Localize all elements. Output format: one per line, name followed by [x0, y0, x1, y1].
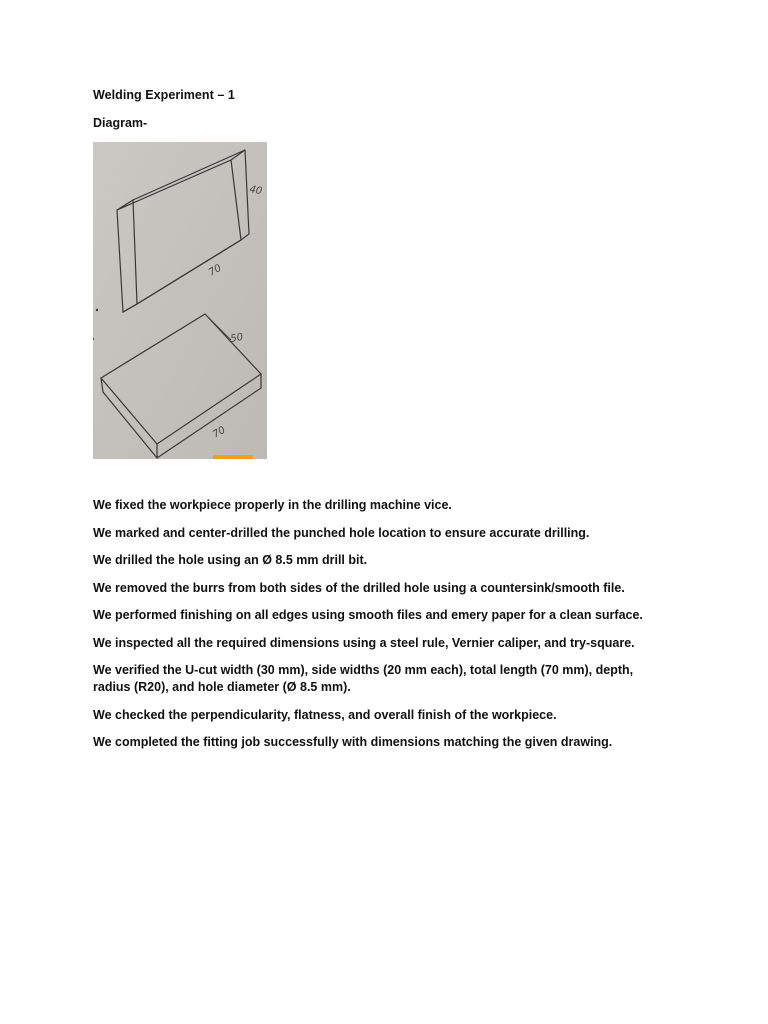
step-item: We drilled the hole using an Ø 8.5 mm drill bit. [93, 553, 368, 567]
step-item: We verified the U-cut width (30 mm), side widths (20 mm each), total length (70 mm), depth, radius (R20), and hole diameter (Ø 8.5 mm). [93, 663, 634, 694]
document-title: Welding Experiment – 1 [93, 88, 235, 102]
step-item: We inspected all the required dimensions using a steel rule, Vernier caliper, and try-square. [93, 635, 635, 650]
orange-mark [213, 455, 253, 459]
dim-label-40: 40 [248, 184, 263, 198]
step-item: We fixed the workpiece properly in the drilling machine vice. [93, 498, 452, 512]
step-item: We marked and center-drilled the punched hole location to ensure accurate drilling. [93, 525, 590, 540]
sketch-image [93, 142, 267, 459]
step-item: We removed the burrs from both sides of the drilled hole using a countersink/smooth file. [93, 580, 625, 595]
dim-label-70-lower: 70 [211, 424, 228, 441]
diagram-photo [93, 142, 267, 459]
diagram-heading: Diagram- [93, 116, 148, 130]
step-item: We completed the fitting job successfully with dimensions matching the given drawing. [93, 735, 613, 749]
dim-label-50: 50 [229, 331, 245, 345]
procedure-steps [93, 497, 693, 762]
dim-label-70-upper: 70 [207, 262, 224, 279]
step-item: We checked the perpendicularity, flatness, and overall finish of the workpiece. [93, 707, 557, 722]
step-item: We performed finishing on all edges using smooth files and emery paper for a clean surface. [93, 608, 643, 622]
